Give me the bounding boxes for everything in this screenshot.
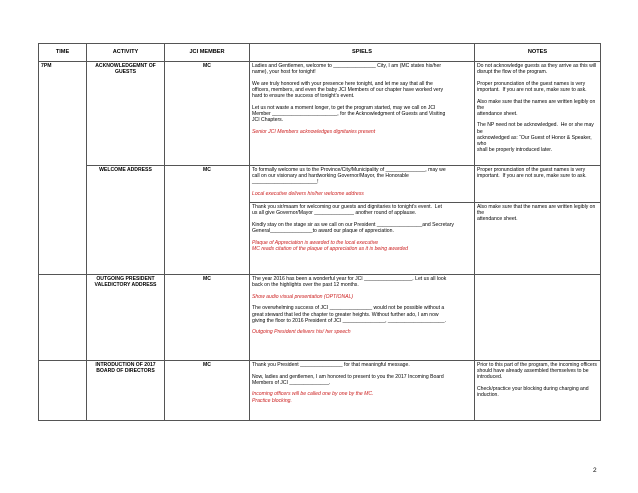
text-line: us all give Governor/Mayor ______________ another round of applause. <box>252 210 417 217</box>
header-notes: NOTES <box>475 44 601 62</box>
table-row <box>39 62 601 166</box>
text-line: General_______________to award our plaque of appreciation. <box>252 227 394 234</box>
stage-direction: Local executive delivers his/her welcome address <box>252 190 364 197</box>
text-line: induction. <box>477 391 499 398</box>
text-line: Now, ladies and gentlemen, I am honored to present to you the 2017 Incoming Board <box>252 373 444 380</box>
stage-direction: Practice blocking. <box>252 397 292 404</box>
text-line: Thank you sir/maam for welcoming our guests and dignitaries to tonight’s event. Let <box>252 204 442 210</box>
header-activity: ACTIVITY <box>87 44 165 62</box>
stage-direction: MC reads citation of the plaque of appreciation as it is being awarded <box>252 245 409 252</box>
text-line: Prior to this part of the program, the incoming officers <box>477 362 597 368</box>
text-line: giving the floor to 2016 President of JCI _______________, ____________________. <box>252 317 447 324</box>
header-spiels: SPIELS <box>250 44 475 62</box>
text-line: Do not acknowledge guests as they arrive as this will <box>477 63 597 69</box>
stage-direction: Show audio visual presentation (OPTIONAL) <box>252 293 354 300</box>
member-cell: MC <box>165 166 250 275</box>
text-line: introduced. <box>477 374 503 381</box>
spiel-cell <box>250 62 475 166</box>
spiel-cell <box>250 275 475 361</box>
text-line: Also make sure that the names are written legibly on the <box>477 204 597 217</box>
text-line: Member _______________________, for the Acknowledgment of Guests and Visiting <box>252 110 446 117</box>
time-cell-empty <box>39 275 87 361</box>
note-cell <box>475 166 601 203</box>
member-cell: MC <box>165 361 250 421</box>
text-line: Proper pronunciation of the guest names is very <box>477 167 586 173</box>
text-line: Members of JCI ______________. <box>252 379 331 386</box>
time-cell-empty <box>39 361 87 421</box>
text-line: Proper pronunciation of the guest names is very <box>477 80 586 87</box>
note-cell <box>475 275 601 361</box>
text-line: The year 2016 has been a wonderful year for JCI _________________. Let us all look <box>252 276 447 282</box>
spiel-cell <box>250 203 475 275</box>
text-line: Check/practice your blocking during charging and <box>477 385 589 392</box>
text-line: attendance sheet. <box>477 110 518 117</box>
text-line: _______________________! <box>252 179 319 186</box>
text-line: JCI Chapters. <box>252 116 284 123</box>
text-line: We are truly honored with your presence here tonight, and let me say that all the <box>252 80 433 87</box>
text-line: attendance sheet. <box>477 216 518 223</box>
activity-cell: OUTGOING PRESIDENT VALEDICTORY ADDRESS <box>87 275 165 361</box>
time-cell: 7PM <box>39 62 87 275</box>
table-row <box>39 275 601 361</box>
text-line: The NP need not be acknowledged. He or she may be <box>477 122 596 135</box>
stage-direction: Outgoing President delivers his/ her speech <box>252 329 351 336</box>
text-line: Kindly stay on the stage sir as we call on our President ________________and Secretary <box>252 221 454 228</box>
activity-cell: INTRODUCTION OF 2017 BOARD OF DIRECTORS <box>87 361 165 421</box>
member-cell: MC <box>165 62 250 166</box>
table-row <box>39 166 601 203</box>
activity-cell: WELCOME ADDRESS <box>87 166 165 275</box>
note-cell <box>475 62 601 166</box>
text-line: back on the highlights over the past 12 months. <box>252 282 359 289</box>
text-line: great steward that led the chapter to greater heights. Without further ado, I am now <box>252 311 439 318</box>
stage-direction: Senior JCI Members acknowledges dignitaries present <box>252 128 376 135</box>
stage-direction: Plaque of Appreciation is awarded to the local executive <box>252 239 379 246</box>
program-table <box>38 43 601 421</box>
text-line: should have already assembled themselves to be <box>477 368 589 375</box>
text-line: officers, members, and even the baby JCI Members of our chapter have worked very <box>252 86 444 93</box>
header-time: TIME <box>39 44 87 62</box>
text-line: shall be properly introduced later. <box>477 146 553 153</box>
text-line: The overwhelming success of JCI _______________ would not be possible without a <box>252 305 445 312</box>
spiel-cell <box>250 166 475 203</box>
text-line: disrupt the flow of the program. <box>477 69 548 76</box>
text-line: hard to ensure the success of tonight’s event. <box>252 92 355 99</box>
text-line: Thank you President _______________ for that meaningful message. <box>252 362 410 368</box>
text-line: name), your host for tonight! <box>252 69 316 76</box>
table-row <box>39 361 601 421</box>
text-line: important. If you are not sure, make sure to ask. <box>477 173 587 180</box>
text-line: important. If you are not sure, make sure to ask. <box>477 86 587 93</box>
member-cell: MC <box>165 275 250 361</box>
stage-direction: Incoming officers will be called one by one by the MC. <box>252 391 374 398</box>
note-cell <box>475 203 601 275</box>
text-line: To formally welcome us to the Province/City/Municipality of ______________, may we <box>252 167 446 173</box>
text-line: Let us not waste a moment longer, to get the program started, may we call on JCI <box>252 104 436 111</box>
text-line: Ladies and Gentlemen, welcome to _______________ City, I am (MC states his/her <box>252 63 442 69</box>
activity-cell: ACKNOWLEDGEMNT OF GUESTS <box>87 62 165 166</box>
page-number: 2 <box>593 467 597 474</box>
text-line: Also make sure that the names are written legibly on the <box>477 98 597 111</box>
note-cell <box>475 361 601 421</box>
spiel-cell <box>250 361 475 421</box>
header-row <box>39 44 601 62</box>
text-line: acknowledged as: “Our Guest of Honor & Speaker, who <box>477 134 594 147</box>
text-line: call on our visionary and hardworking Governor/Mayor, the Honorable <box>252 173 409 180</box>
header-member: JCI MEMBER <box>165 44 250 62</box>
